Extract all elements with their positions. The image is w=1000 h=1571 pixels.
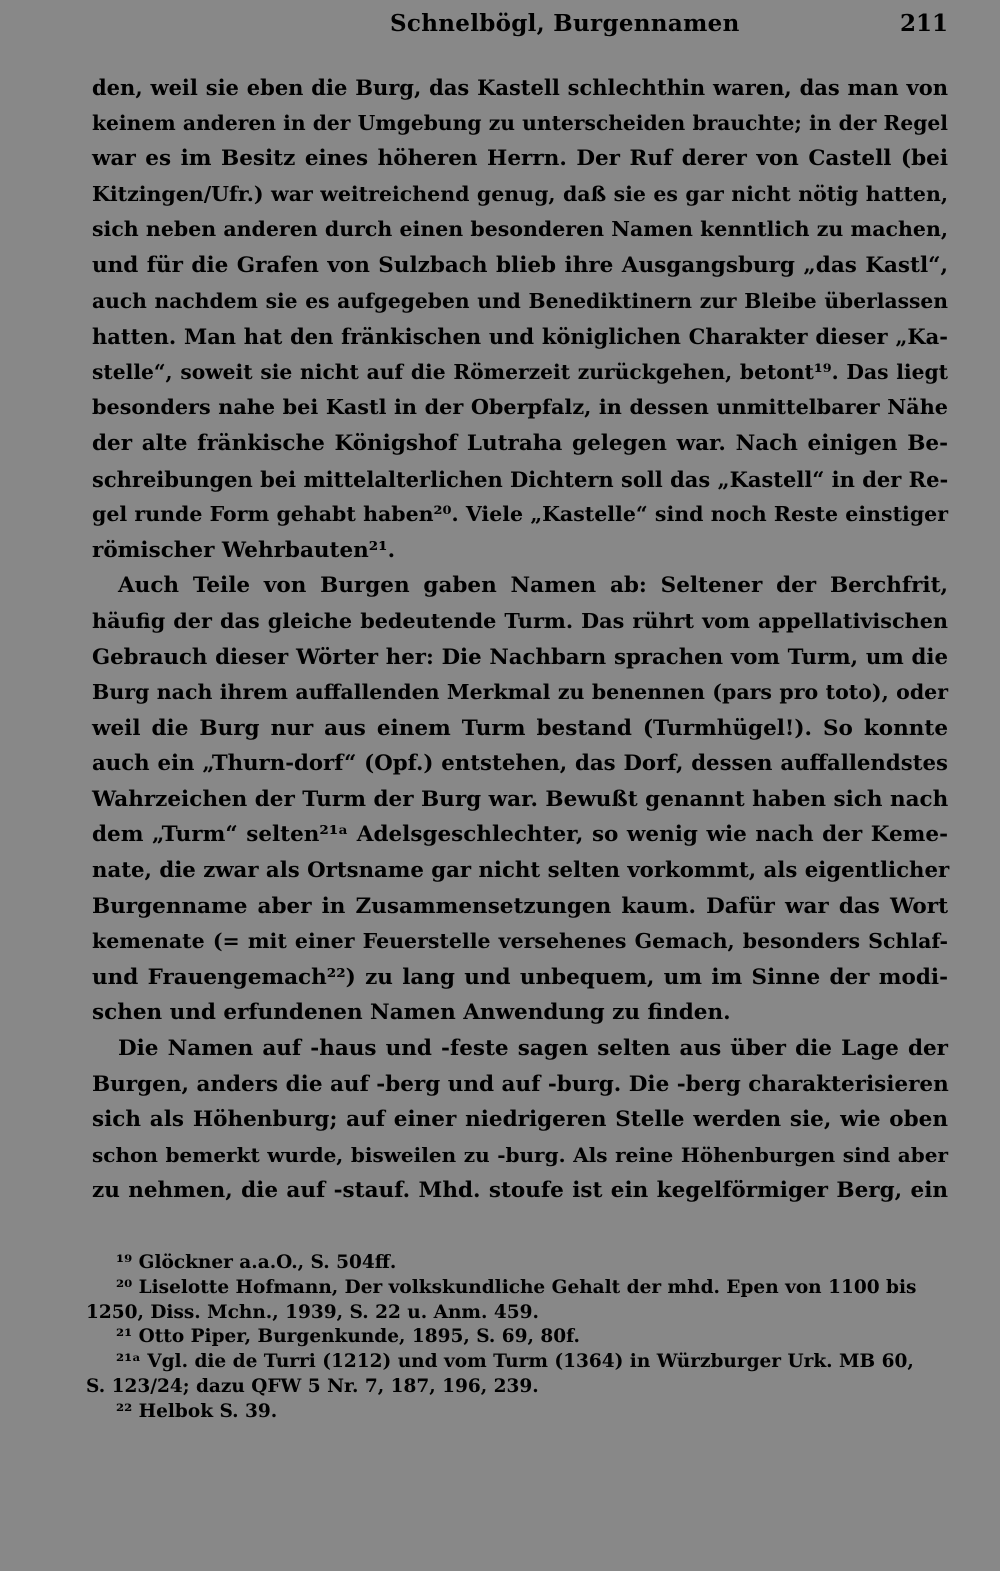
body-text [92,70,948,1209]
body-line: nate, die zwar als Ortsname gar nicht selten vorkommt, als eigentlicher [92,858,950,884]
body-line: häufig der das gleiche bedeutende Turm. Das rührt vom appellativischen [92,608,948,633]
body-line: Wahrzeichen der Turm der Burg war. Bewußt genannt haben sich nach [92,786,949,812]
body-line: keinem anderen in der Umgebung zu unterscheiden brauchte; in der Regel [92,110,948,135]
body-line: schon bemerkt wurde, bisweilen zu -burg. Als reine Höhenburgen sind aber [92,1142,948,1167]
footnote: ¹⁹ Glöckner a.a.O., S. 504ff. [116,1252,397,1273]
body-line: sich als Höhenburg; auf einer niedrigeren Stelle werden sie, wie oben [92,1107,948,1133]
footnote: ²¹ᵃ Vgl. die de Turri (1212) und vom Turm (1364) in Würzburger Urk. MB 60, [116,1351,914,1373]
running-title: Schnelbögl, Burgennamen [390,10,740,37]
body-line: besonders nahe bei Kastl in der Oberpfalz, in dessen unmittelbarer Nähe [92,395,948,420]
body-line: Auch Teile von Burgen gaben Namen ab: Seltener der Berchfrit, [118,573,948,599]
body-line: dem „Turm“ selten²¹ᵃ Adelsgeschlechter, so wenig wie nach der Keme- [92,822,948,848]
footnote: ²⁰ Liselotte Hofmann, Der volkskundliche Gehalt der mhd. Epen von 1100 bis [116,1276,917,1298]
body-line: stelle“, soweit sie nicht auf die Römerzeit zurückgehen, betont¹⁹. Das liegt [92,359,948,384]
footnote: ²² Helbok S. 39. [116,1400,278,1422]
body-line: Kitzingen/Ufr.) war weitreichend genug, daß sie es gar nicht nötig hatten, [92,181,948,206]
footnote-continuation: 1250, Diss. Mchn., 1939, S. 22 u. Anm. 459. [86,1301,539,1323]
body-line: auch nachdem sie es aufgegeben und Benediktinern zur Bleibe überlassen [92,288,948,313]
body-line: und Frauengemach²²) zu lang und unbequem, um im Sinne der modi- [92,964,948,990]
body-line: der alte fränkische Königshof Lutraha gelegen war. Nach einigen Be- [92,430,948,456]
body-line: Burgen, anders die auf -berg und auf -burg. Die -berg charakterisieren [92,1071,949,1097]
body-line: weil die Burg nur aus einem Turm bestand (Turmhügel!). So konnte [92,715,948,741]
body-line: zu nehmen, die auf -stauf. Mhd. stoufe ist ein kegelförmiger Berg, ein [92,1178,948,1204]
page-header [90,8,952,42]
body-line: schreibungen bei mittelalterlichen Dichtern soll das „Kastell“ in der Re- [92,466,949,492]
footnote-continuation: S. 123/24; dazu QFW 5 Nr. 7, 187, 196, 239. [86,1375,539,1397]
body-line: war es im Besitz eines höheren Herrn. Der Ruf derer von Castell (bei [92,146,948,172]
page-number: 211 [899,10,948,37]
body-line: Die Namen auf -haus und -feste sagen selten aus über die Lage der [118,1036,948,1062]
body-line: schen und erfundenen Namen Anwendung zu finden. [92,1000,731,1026]
footnote: ²¹ Otto Piper, Burgenkunde, 1895, S. 69, 80f. [116,1326,580,1348]
body-line: Gebrauch dieser Wörter her: Die Nachbarn sprachen vom Turm, um die [92,644,948,670]
footnotes [86,1251,952,1425]
body-line: den, weil sie eben die Burg, das Kastell schlechthin waren, das man von [92,75,948,100]
body-line: römischer Wehrbauten²¹. [92,537,396,563]
body-line: hatten. Man hat den fränkischen und königlichen Charakter dieser „Ka- [92,324,948,350]
body-line: und für die Grafen von Sulzbach blieb ihre Ausgangsburg „das Kastl“, [92,252,948,278]
body-line: auch ein „Thurn-dorf“ (Opf.) entstehen, das Dorf, dessen auffallendstes [92,751,948,777]
body-line: sich neben anderen durch einen besonderen Namen kenntlich zu machen, [92,217,948,242]
body-line: kemenate (= mit einer Feuerstelle versehenes Gemach, besonders Schlaf- [92,929,948,954]
body-line: Burg nach ihrem auffallenden Merkmal zu benennen (pars pro toto), oder [92,680,948,705]
body-line: gel runde Form gehabt haben²⁰. Viele „Kastelle“ sind noch Reste einstiger [92,502,948,527]
body-line: Burgenname aber in Zusammensetzungen kaum. Dafür war das Wort [92,893,948,919]
